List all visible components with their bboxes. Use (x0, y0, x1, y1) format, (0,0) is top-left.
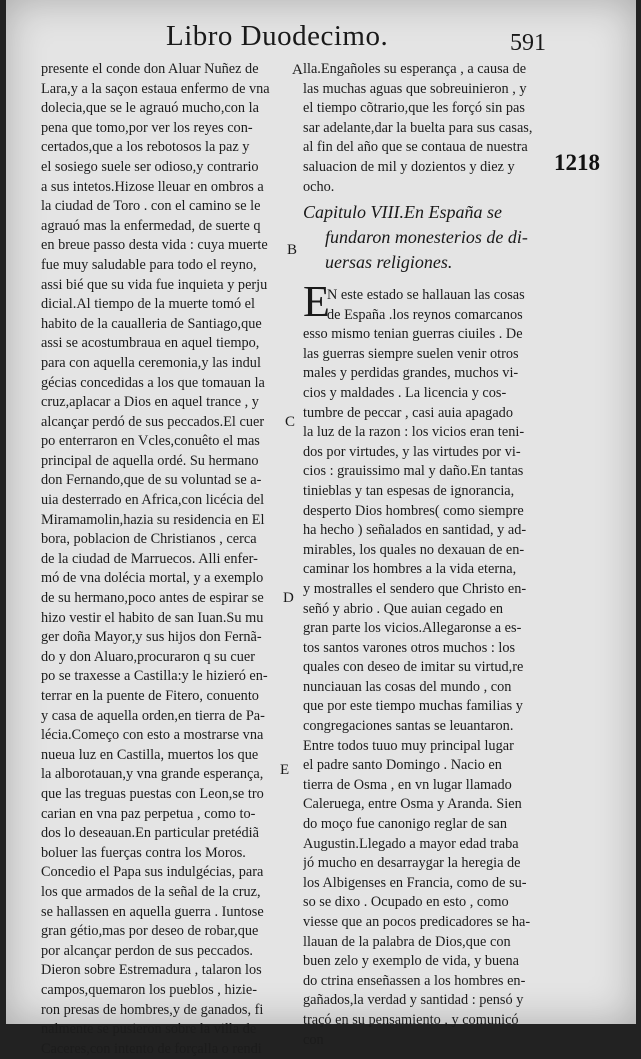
section-marker-c: C (285, 414, 296, 430)
section-marker-e: E (280, 762, 290, 778)
text-line: por alcançar perdon de sus peccados. (41, 942, 253, 959)
text-line: assi se acostumbraua en aquel tiempo, (41, 335, 260, 352)
text-line: nueua luz en Castilla, muertos los que (41, 746, 259, 763)
text-line: Entre todos tuuo muy principal lugar (303, 737, 514, 754)
text-line: dos lo deseauan.En particular pretédiã (41, 825, 259, 842)
text-line: lla.Engañoles su esperança , a causa de (303, 61, 527, 77)
text-line: y casa de aquella orden,en tierra de Pa- (41, 707, 265, 724)
text-line: don Fernando,que de su voluntad se a- (41, 472, 262, 489)
text-line: mó de vna dolécia mortal, y a exemplo (41, 570, 264, 587)
text-line: el padre santo Domingo . Nacio en (303, 757, 502, 774)
book-page (6, 0, 636, 1057)
text-line: desperto Dios hombres( como siempre (303, 502, 524, 519)
text-line: gañados,la verdad y santidad : pensó y (303, 992, 524, 1009)
right-text-column-body (303, 286, 556, 1050)
text-line: viesse que an pocos predicadores se ha- (303, 914, 531, 930)
text-line: buen zelo y exemplo de vida, y buena (303, 953, 519, 970)
text-line: po se traxesse a Castilla:y le hizieró en- (41, 668, 268, 685)
text-line: so se dixo . Ocupado en esto , como (303, 894, 509, 911)
text-line: males y perdidas grandes, muchos vi- (303, 365, 519, 382)
text-line: N este estado se hallauan las cosas (327, 287, 525, 303)
text-line: alcançar perdó de sus peccados.El cuer (41, 413, 265, 430)
section-marker-d: D (283, 590, 294, 606)
text-line: gran gétio,mas por deseo de robar,que (41, 923, 259, 940)
text-line: gécias concedidas a los que tomauan la (41, 374, 265, 391)
text-line: Dieron sobre Estremadura , talaron los (41, 962, 262, 979)
text-line: congregaciones santas se leuantaron. (303, 718, 514, 735)
chapter-title-line: uersas religiones. (325, 252, 453, 272)
text-line: mirables, los quales no dexauan de en- (303, 541, 525, 558)
text-line: ha hecho ) señalados en santidad, y ad- (303, 522, 527, 539)
text-line: do y don Aluaro,procuraron q su cuer (41, 648, 255, 665)
text-line: que las treguas puestas con Leon,se tro (41, 785, 264, 802)
text-line: do ctrina enseñassen a los hombres en- (303, 972, 526, 989)
text-line: ger doña Mayor,y sus hijos don Fernã- (41, 629, 262, 646)
year-marginal-note: 1218 (554, 150, 600, 175)
text-line: llauan de la palabra de Dios,que con (303, 933, 511, 950)
text-line: campos,quemaron los pueblos , hizie- (41, 981, 257, 998)
drop-cap: E (303, 277, 330, 326)
text-line: do moço fue canonigo reglar de san (303, 816, 508, 833)
text-line: saluacion de mil y dozientos y diez y (303, 158, 515, 175)
text-line: hizo vestir el habito de san Iuan.Su mu (41, 609, 264, 626)
text-line: de la ciudad de Marruecos. Alli enfer- (41, 550, 258, 567)
text-line: el sosiego suele ser odioso,y contrario (41, 158, 259, 175)
text-line: terrar en la puente de Fitero, conuento (41, 688, 259, 704)
text-line: los que armados de la señal de la cruz, (41, 883, 261, 900)
running-head: Libro Duodecimo. (166, 20, 389, 52)
text-line: tos santos varones otros muchos : los (303, 639, 516, 656)
text-line: esso mismo tenian guerras ciuiles . De (303, 326, 523, 343)
chapter-title-line: Capitulo VIII.En España se (303, 202, 502, 222)
text-line: el tiempo cõtrario,que les forçó sin pas (303, 100, 525, 117)
text-line: tierra de Osma , en vn lugar llamado (303, 776, 512, 793)
text-line: lécia.Começo con esto a mostrarse vna (41, 727, 264, 744)
text-line: dos por virtudes, y las virtudes por vi- (303, 443, 521, 460)
text-line: sar adelante,dar la buelta para sus casas, (303, 119, 533, 136)
text-line: Concedio el Papa sus indulgécias, para (41, 864, 264, 881)
text-line: Augustin.Llegado a mayor edad traba (303, 835, 519, 852)
text-line: ron presas de hombres,y de ganados, fi (41, 1001, 264, 1018)
text-line: nunciauan las cosas del mundo , con (303, 678, 512, 695)
text-line: uia desterrado en Africa,con licécia del (41, 492, 265, 509)
text-line: fue muy saludable para todo el reyno, (41, 256, 257, 273)
text-line: las guerras siempre suelen venir otros (303, 345, 519, 362)
text-line: dicial.Al tiempo de la muerte tomó el (41, 296, 255, 313)
text-line: cios : grauissimo mal y daño.En tantas (303, 463, 524, 480)
text-line: ocho. (303, 178, 335, 195)
text-line: de su hermano,poco antes de espirar se (41, 590, 264, 607)
text-line: la luz de la razon : los vicios eran teni- (303, 424, 525, 441)
text-line: boluer las fuerças contra los Moros. (41, 844, 246, 861)
text-line: en breue passo desta vida : cuya muerte (41, 237, 268, 254)
text-line: las muchas aguas que sobreuinieron , y (303, 80, 527, 97)
text-line: con (303, 1031, 324, 1048)
text-line: que por este tiempo muchas familias y (303, 698, 523, 715)
text-line: la alborotauan,y vna grande esperança, (41, 766, 264, 783)
text-line: se hallassen en aquella guerra . Iuntose (41, 903, 264, 920)
text-line: Lara,y a la saçon estaua enfermo de vna (41, 80, 270, 97)
text-line: al fin del año que se contaua de nuestra (303, 139, 528, 156)
text-line: principal de aquella ordé. Su hermano (41, 452, 259, 469)
text-line: para con aquella ceremonia,y las indul (41, 354, 261, 371)
page-number: 591 (510, 30, 546, 56)
text-line: los Albigenses en Francia, como de su- (303, 874, 527, 891)
right-text-column-top (303, 60, 556, 197)
text-line: dolecia,que se le agrauó mucho,con la (41, 100, 259, 117)
text-line: Miramamolin,hazia su residencia en El (41, 511, 265, 528)
text-line: y mostralles el sendero que Christo en- (303, 580, 527, 597)
chapter-title-line: fundaron monesterios de di- (325, 227, 528, 247)
text-line: po enterraron en Vcles,conuêto el mas (41, 433, 260, 450)
text-line: jó mucho en desarraygar la heregia de (303, 855, 521, 872)
text-line: carian en vna paz perpetua , como to- (41, 805, 256, 822)
text-line: señó y abrio . Que auian cegado en (303, 600, 504, 617)
left-text-column (41, 60, 286, 1059)
text-line: gran parte los vicios.Allegaronse a es- (303, 620, 522, 637)
text-line: quales con deseo de imitar su virtud,re (303, 659, 524, 676)
section-marker-b: B (287, 242, 298, 258)
text-line: habito de la caualleria de Santiago,que (41, 315, 262, 332)
text-line: cruz,aplacar a Dios en aquel trance , y (41, 394, 259, 411)
text-line: a sus intetos.Hizose lleuar en ombros a (41, 178, 264, 195)
text-line: nalmente se pusieron sobre la villa de (41, 1021, 257, 1038)
text-line: cios y maldades . La licencia y cos- (303, 384, 507, 401)
text-line: tinieblas y tan espesas de ignorancia, (303, 482, 515, 499)
text-line: Caleruega, entre Osma y Aranda. Sien (303, 796, 522, 813)
text-line: assi bié que su vida fue inquieta y perju (41, 276, 268, 293)
text-line: Caceres,con intento de forçalla o rendi (41, 1040, 262, 1057)
text-line: agrauó mas la enfermedad, de suerte q (41, 217, 261, 234)
text-line: tumbre de peccar , casi auia apagado (303, 404, 513, 421)
text-line: traçó en su pensamiento , y comunicó (303, 1011, 519, 1028)
chapter-title (303, 200, 558, 275)
section-marker-a: A (292, 62, 303, 78)
text-line: certados,que a los rebotosos la paz y (41, 139, 250, 156)
text-line: bora, poblacion de Christianos , cerca (41, 531, 257, 548)
text-line: caminar los hombres a la vida eterna, (303, 561, 517, 578)
text-line: la ciudad de Toro . con el camino se le (41, 198, 261, 215)
text-line: de España .los reynos comarcanos (327, 306, 523, 323)
text-line: presente el conde don Aluar Nuñez de (41, 61, 259, 77)
text-line: pena que tomo,por ver los reyes con- (41, 119, 253, 136)
